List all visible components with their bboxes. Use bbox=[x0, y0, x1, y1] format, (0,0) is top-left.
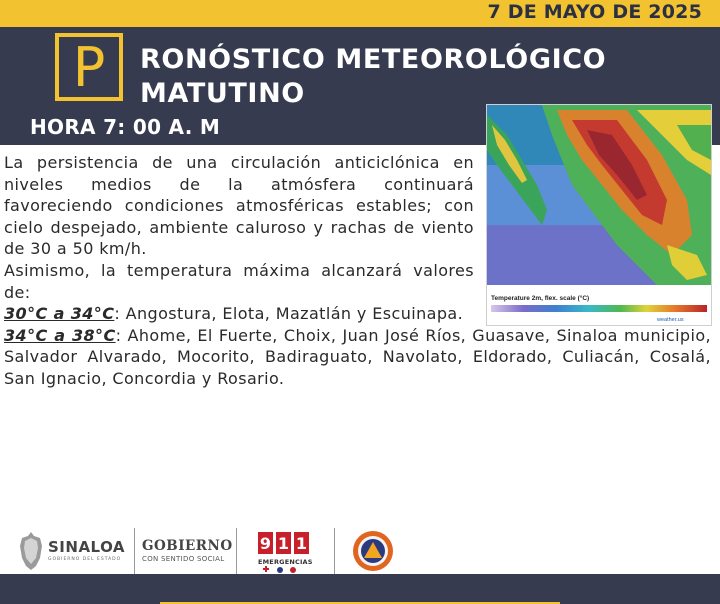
proteccion-civil-icon bbox=[352, 530, 394, 572]
divider bbox=[236, 528, 237, 574]
forecast-paragraph: La persistencia de una circulación anticiclónica en niveles medios de la atmósfera continuará favoreciendo condiciones atmosféricas estables; con cielo despejado, ambiente caluroso y rachas de viento de 30 a 50 km/h. bbox=[4, 153, 474, 259]
sinaloa-wordmark: SINALOA bbox=[48, 538, 126, 556]
digit: 9 bbox=[259, 534, 272, 553]
sinaloa-subtitle: GOBIERNO DEL ESTADO bbox=[48, 557, 122, 562]
page-title: RONÓSTICO METEOROLÓGICO MATUTINO bbox=[140, 44, 607, 109]
range-places: : Angostura, Elota, Mazatlán y Escuinapa. bbox=[114, 304, 464, 324]
emergencias-911-logo bbox=[258, 532, 310, 556]
divider bbox=[334, 528, 335, 574]
top-strip bbox=[0, 0, 720, 27]
range-line-1 bbox=[4, 303, 711, 325]
gobierno-wordmark: GOBIERNO bbox=[142, 538, 233, 554]
map-legend-title: Temperature 2m, flex. scale (°C) bbox=[491, 295, 590, 302]
range-line-2 bbox=[4, 325, 711, 390]
sinaloa-shield-icon bbox=[18, 530, 44, 572]
digit: 1 bbox=[277, 534, 290, 553]
p-logo-letter: P bbox=[72, 36, 106, 99]
forecast-body bbox=[4, 152, 711, 390]
range-label: 34°C a 38°C bbox=[4, 325, 116, 345]
gobierno-subtitle: CON SENTIDO SOCIAL bbox=[142, 555, 225, 563]
range-places: : Ahome, El Fuerte, Choix, Juan José Ríos, Guasave, Sinaloa municipio, Salvador Alvarado, Mocorito, Badiraguato, Navolato, Eldorado, Culiacán, Cosalá, San Ignacio, Concordia y Rosario. bbox=[4, 325, 712, 388]
map-watermark: weather.us bbox=[657, 317, 684, 323]
digit: 1 bbox=[295, 534, 308, 553]
bottom-bar bbox=[0, 574, 720, 604]
range-label: 30°C a 34°C bbox=[4, 304, 115, 324]
emergencias-label: EMERGENCIAS bbox=[258, 558, 313, 566]
date-label: 7 DE MAYO DE 2025 bbox=[487, 1, 702, 23]
time-label: HORA 7: 00 A. M bbox=[30, 115, 221, 139]
p-logo-box bbox=[55, 33, 123, 101]
footer-logos bbox=[0, 520, 720, 582]
divider bbox=[134, 528, 135, 574]
temperature-intro: Asimismo, la temperatura máxima alcanzará valores de: bbox=[4, 260, 474, 302]
